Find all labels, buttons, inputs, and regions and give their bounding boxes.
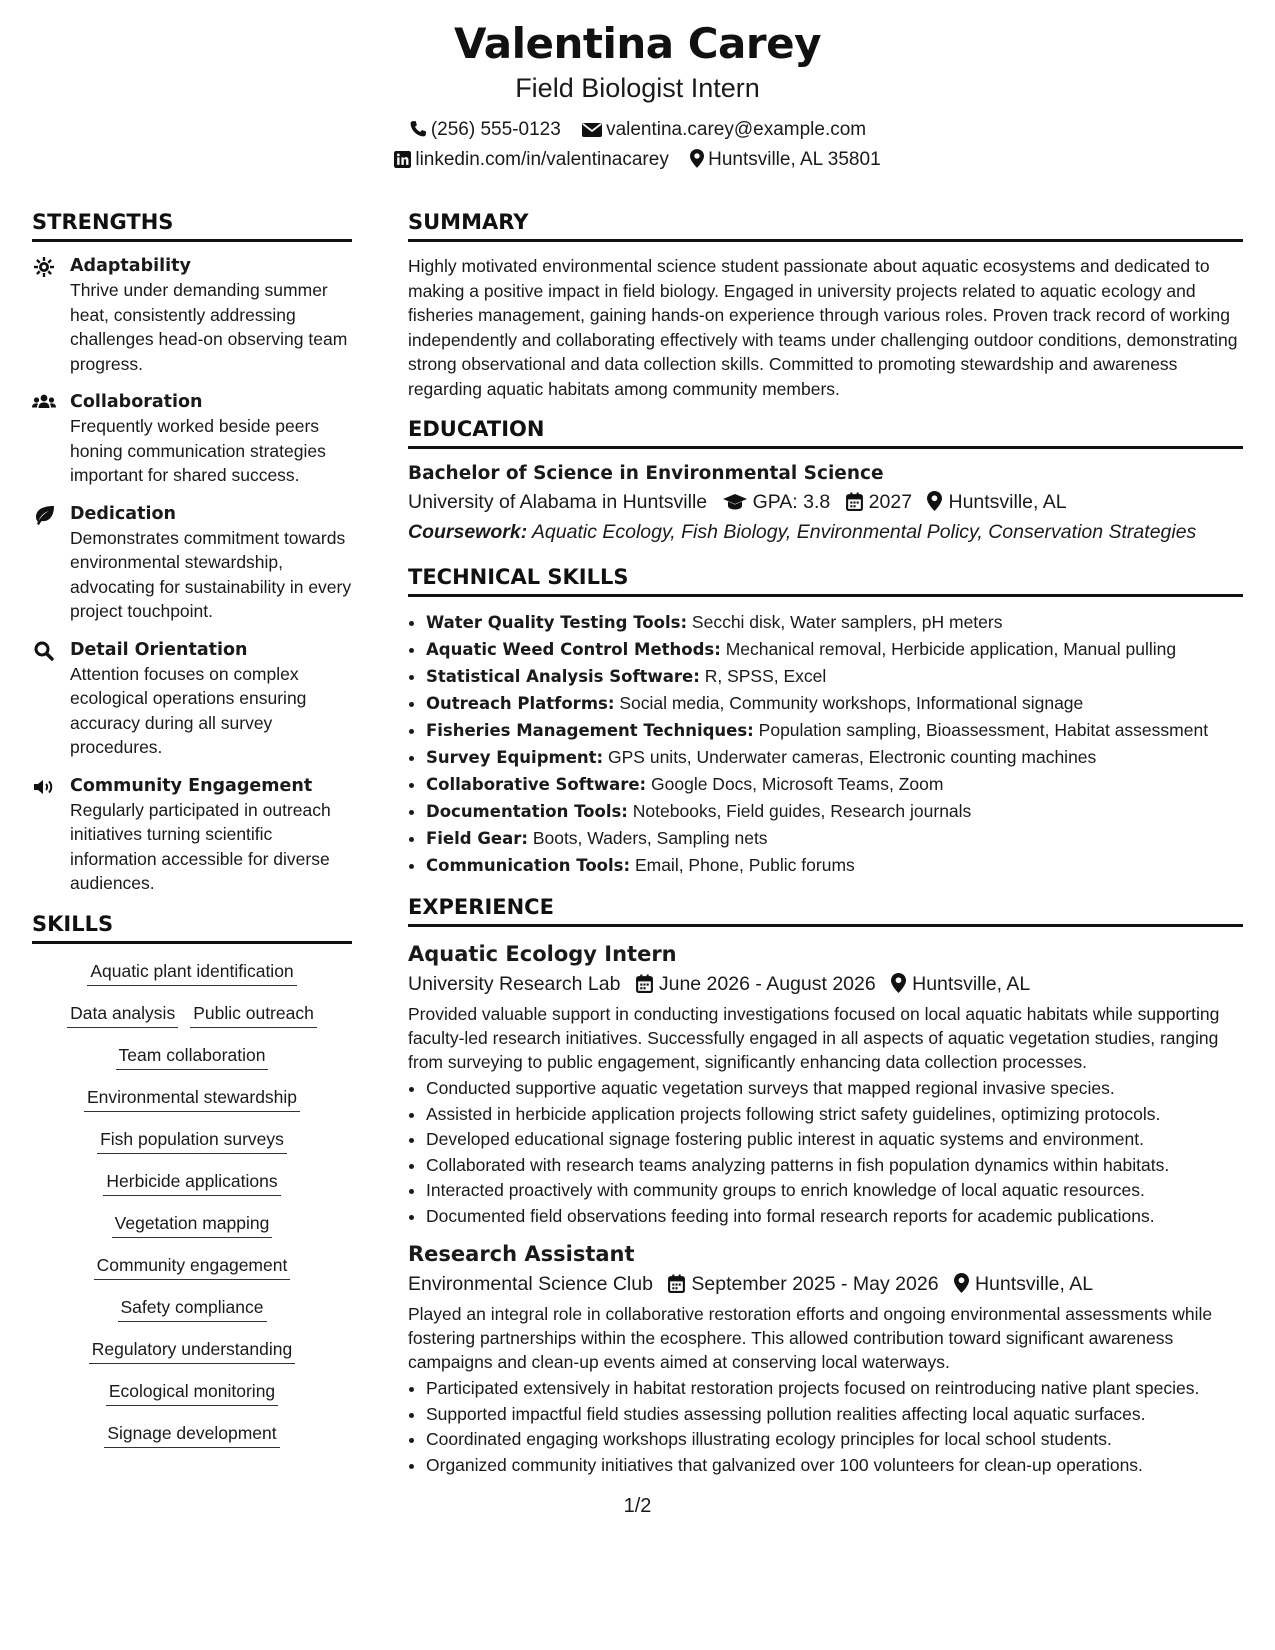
strength-title: Detail Orientation: [70, 639, 248, 660]
strength-desc: Frequently worked beside peers honing communication strategies important for shared success.: [70, 416, 326, 485]
phone-text: (256) 555-0123: [430, 119, 561, 140]
list-item: [426, 744, 1243, 771]
location-item: [690, 149, 881, 170]
graduation-cap-icon: [723, 493, 747, 511]
skill-tag: Community engagement: [94, 1254, 291, 1280]
map-pin-icon: [891, 973, 906, 993]
list-item: • Assisted in herbicide application projects following strict safety guidelines, optimizing protocols.: [426, 1102, 1243, 1128]
tech-skill-label: Fisheries Management Techniques:: [426, 721, 754, 740]
skill-tag: Safety compliance: [118, 1296, 267, 1322]
tech-skill-label: Collaborative Software:: [426, 775, 647, 794]
skill-tag: Aquatic plant identification: [87, 960, 296, 986]
contact-line-1: [0, 115, 1275, 145]
calendar-icon: [668, 1274, 685, 1293]
tech-skill-value: Social media, Community workshops, Informational signage: [619, 693, 1084, 713]
skill-tag: Environmental stewardship: [84, 1086, 300, 1112]
tech-skill-label: Statistical Analysis Software:: [426, 667, 700, 686]
tech-skill-label: Outreach Platforms:: [426, 694, 615, 713]
resume-header: [0, 18, 1275, 175]
candidate-name: Valentina Carey: [454, 19, 821, 68]
job-org: University Research Lab: [408, 973, 621, 995]
tech-skill-label: Aquatic Weed Control Methods:: [426, 640, 721, 659]
job-entry: [408, 939, 1243, 1229]
leaf-icon: [32, 504, 56, 526]
list-item: [426, 690, 1243, 717]
strength-title: Collaboration: [70, 392, 203, 412]
left-column: [32, 208, 352, 1460]
job-org: Environmental Science Club: [408, 1273, 653, 1295]
list-item: [426, 825, 1243, 852]
page-number: 1/2: [623, 1495, 652, 1517]
coursework-label: Coursework:: [408, 521, 528, 543]
skill-tag: Herbicide applications: [103, 1170, 280, 1196]
linkedin-text: linkedin.com/in/valentinacarey: [415, 149, 669, 170]
email-text: valentina.carey@example.com: [606, 119, 867, 140]
job-location: Huntsville, AL: [974, 1273, 1094, 1295]
list-item: [426, 609, 1243, 636]
job-meta: [408, 969, 1243, 1000]
strength-item: [32, 254, 352, 376]
list-item: • Developed educational signage fostering public interest in aquatic systems and environment.: [426, 1127, 1243, 1153]
job-bullets: [408, 1376, 1243, 1478]
skill-tag: Vegetation mapping: [112, 1212, 273, 1238]
tech-skill-label: Communication Tools:: [426, 856, 631, 875]
location-text: Huntsville, AL 35801: [708, 149, 881, 170]
job-description: Played an integral role in collaborative restoration efforts and ongoing environmental assessments while fostering partnerships within the ecosphere. This allowed contribution toward significant awareness campaigns and clean-up events aimed at conserving local waterways.: [408, 1304, 1213, 1372]
contact-line-2: [0, 145, 1275, 175]
tech-skill-value: R, SPSS, Excel: [704, 666, 827, 686]
tech-skill-label: Survey Equipment:: [426, 748, 604, 767]
tech-skill-label: Documentation Tools:: [426, 802, 628, 821]
list-item: • Conducted supportive aquatic vegetation surveys that mapped regional invasive species.: [426, 1076, 1243, 1102]
skills-heading: SKILLS: [32, 910, 352, 944]
gpa-text: GPA: 3.8: [752, 491, 831, 513]
strengths-heading: STRENGTHS: [32, 208, 352, 242]
calendar-icon: [846, 492, 863, 511]
candidate-title: Field Biologist Intern: [515, 73, 760, 103]
skill-tag: Public outreach: [190, 1002, 317, 1028]
summary-heading: SUMMARY: [408, 208, 1243, 242]
skill-tag: Team collaboration: [116, 1044, 269, 1070]
degree-title: Bachelor of Science in Environmental Science: [408, 463, 884, 484]
tech-skill-value: GPS units, Underwater cameras, Electronic counting machines: [608, 747, 1097, 767]
skill-tag: Ecological monitoring: [106, 1380, 278, 1406]
coursework: [408, 517, 1243, 547]
grad-year: 2027: [868, 491, 913, 513]
map-pin-icon: [954, 1273, 969, 1293]
map-pin-icon: [690, 149, 704, 168]
tech-skills-list: [408, 609, 1243, 879]
skill-tag: Regulatory understanding: [89, 1338, 295, 1364]
job-bullets: [408, 1076, 1243, 1229]
strength-title: Adaptability: [70, 256, 191, 276]
coursework-list: Aquatic Ecology, Fish Biology, Environmental Policy, Conservation Strategies: [531, 521, 1197, 543]
megaphone-icon: [32, 776, 56, 798]
list-item: [426, 798, 1243, 825]
job-title: Research Assistant: [408, 1242, 635, 1266]
strength-desc: Thrive under demanding summer heat, consistently addressing challenges head-on observing team progress.: [70, 280, 348, 374]
list-item: • Organized community initiatives that galvanized over 100 volunteers for clean-up operations.: [426, 1453, 1243, 1479]
skill-tag: Data analysis: [67, 1002, 178, 1028]
tech-skill-value: Mechanical removal, Herbicide application, Manual pulling: [725, 639, 1177, 659]
linkedin-icon: [394, 151, 411, 168]
skill-tag: Fish population surveys: [97, 1128, 287, 1154]
summary-text: Highly motivated environmental science student passionate about aquatic ecosystems and dedicated to making a positive impact in field biology. Engaged in university projects related to aquatic ecology and fisheries management, gaining hands-on experience through various roles. Proven track record of working independently and collaborating effectively with teams under challenging outdoor conditions, demonstrating strong observational and data collection skills. Committed to promoting stewardship and awareness regarding aquatic habitats among community members.: [408, 256, 1238, 399]
list-item: • Supported impactful field studies assessing pollution realities affecting local aquatic surfaces.: [426, 1402, 1243, 1428]
list-item: • Documented field observations feeding into formal research reports for academic publications.: [426, 1204, 1243, 1230]
users-icon: [32, 392, 56, 414]
phone-item: [409, 119, 566, 140]
strength-item: [32, 502, 352, 624]
education-meta: [408, 487, 1243, 517]
list-item: [426, 771, 1243, 798]
list-item: • Collaborated with research teams analyzing patterns in fish population dynamics within habitats.: [426, 1153, 1243, 1179]
tech-skill-value: Google Docs, Microsoft Teams, Zoom: [651, 774, 944, 794]
strength-title: Community Engagement: [70, 775, 313, 796]
strength-desc: Attention focuses on complex ecological operations ensuring accuracy during all survey procedures.: [70, 663, 307, 757]
map-pin-icon: [927, 491, 942, 511]
right-column: [408, 208, 1243, 1488]
envelope-icon: [582, 122, 602, 138]
tech-skill-label: Field Gear:: [426, 829, 528, 848]
experience-heading: EXPERIENCE: [408, 893, 1243, 927]
search-icon: [32, 640, 56, 662]
tech-skill-value: Notebooks, Field guides, Research journals: [632, 801, 972, 821]
job-entry: [408, 1239, 1243, 1478]
job-title: Aquatic Ecology Intern: [408, 942, 677, 966]
job-description: Provided valuable support in conducting investigations focused on local aquatic habitats while supporting faculty-led research initiatives. Successfully engaged in all aspects of aquatic vegetation studies, ranging from surveying to public engagement, significantly enhancing data collection processes.: [408, 1004, 1220, 1072]
sun-gear-icon: [32, 256, 56, 278]
strength-title: Dedication: [70, 503, 176, 524]
job-dates: June 2026 - August 2026: [658, 973, 876, 995]
tech-skill-value: Secchi disk, Water samplers, pH meters: [691, 612, 1003, 632]
phone-icon: [409, 120, 427, 138]
job-meta: [408, 1269, 1243, 1300]
strength-desc: Regularly participated in outreach initiatives turning scientific information accessible for diverse audiences.: [70, 799, 331, 893]
list-item: [426, 717, 1243, 744]
strength-desc: Demonstrates commitment towards environmental stewardship, advocating for sustainability in every project touchpoint.: [70, 527, 352, 621]
tech-skill-label: Water Quality Testing Tools:: [426, 613, 688, 632]
list-item: [426, 852, 1243, 879]
tech-skill-value: Email, Phone, Public forums: [634, 855, 855, 875]
strength-item: [32, 774, 352, 896]
list-item: • Coordinated engaging workshops illustrating ecology principles for local school students.: [426, 1427, 1243, 1453]
school-name: University of Alabama in Huntsville: [408, 491, 708, 513]
skill-tag: Signage development: [104, 1422, 279, 1448]
skills-list: [32, 956, 352, 1460]
tech-skill-value: Boots, Waders, Sampling nets: [532, 828, 768, 848]
job-location: Huntsville, AL: [912, 973, 1031, 995]
job-dates: September 2025 - May 2026: [691, 1273, 939, 1295]
strength-item: [32, 390, 352, 488]
email-item[interactable]: [582, 119, 866, 140]
linkedin-item[interactable]: [394, 149, 674, 170]
tech-skill-value: Population sampling, Bioassessment, Habitat assessment: [758, 720, 1209, 740]
list-item: [426, 636, 1243, 663]
list-item: • Interacted proactively with community groups to enrich knowledge of local aquatic resources.: [426, 1178, 1243, 1204]
tech-skills-heading: TECHNICAL SKILLS: [408, 563, 1243, 597]
education-heading: EDUCATION: [408, 415, 1243, 449]
list-item: • Participated extensively in habitat restoration projects focused on reintroducing native plant species.: [426, 1376, 1243, 1402]
school-location: Huntsville, AL: [948, 491, 1067, 513]
calendar-icon: [636, 974, 653, 993]
strength-item: [32, 638, 352, 760]
list-item: [426, 663, 1243, 690]
